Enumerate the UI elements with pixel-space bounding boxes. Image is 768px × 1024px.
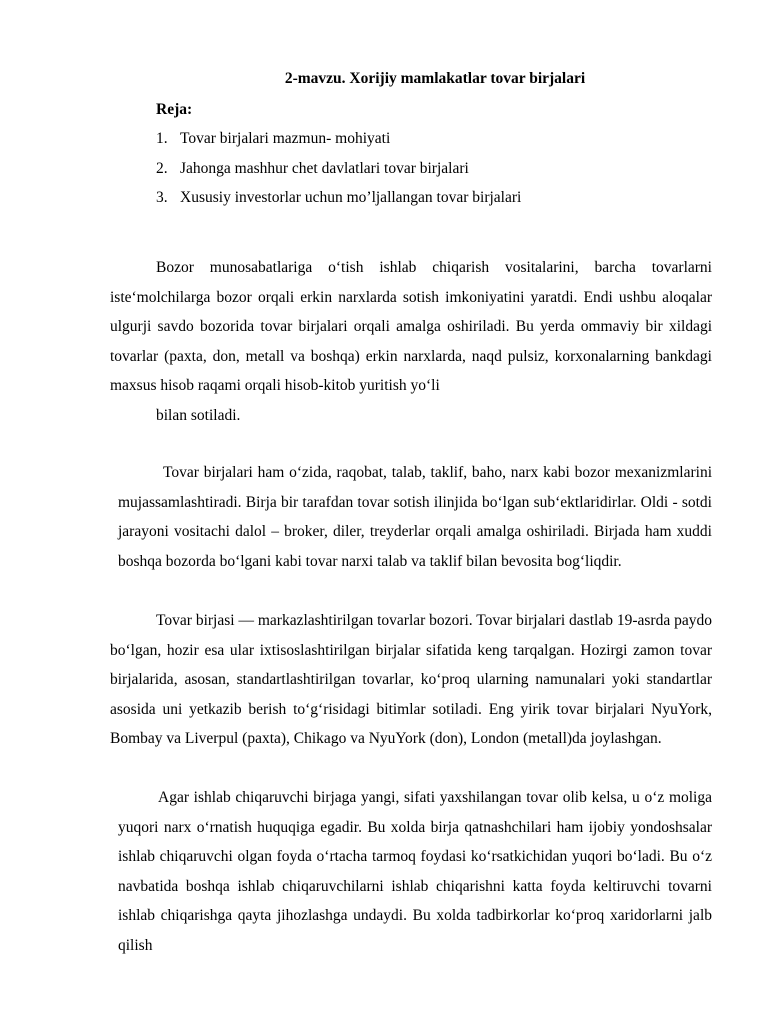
plan-item-number: 3. (156, 189, 168, 206)
plan-list (156, 128, 521, 217)
paragraph-3: Tovar birjasi — markazlashtirilgan tovarlar bozori. Tovar birjalari dastlab 19-asrda paydo bo‘lgan, hozir esa ular ixtisoslashtirilgan birjalar sifatida keng tarqalgan. Hozirgi zamon tovar birjalarida, asosan, standartlashtirilgan tovarlar, ko‘proq ularning namunalari yoki standartlar asosida uni yetkazib berish to‘g‘risidagi bitimlar sotiladi. Eng yirik tovar birjalari NyuYork, Bombay va Liverpul (paxta), Chikago va NyuYork (don), London (metall)da joylashgan. (110, 612, 712, 748)
plan-item (156, 128, 521, 158)
plan-item-number: 2. (156, 159, 168, 177)
plan-item (156, 187, 521, 217)
plan-item-number: 1. (156, 130, 168, 147)
plan-item-text: Tovar birjalari mazmun- mohiyati (180, 130, 391, 147)
plan-item-text: Jahonga mashhur chet davlatlari tovar birjalari (180, 159, 469, 177)
plan-item (156, 158, 521, 188)
document-title: 2-mavzu. Xorijiy mamlakatlar tovar birjalari (284, 70, 586, 87)
paragraph-text: Bozor munosabatlariga o‘tish ishlab chiqarish vositalarini, barcha tovarlarni iste‘molchilarga bozor orqali erkin narxlarda sotish imkoniyatini yaratdi. Endi ushbu aloqalar ulgurji savdo bozorida tovar birjalari orqali amalga oshiriladi. Bu yerda ommaviy bir xildagi tovarlar (paxta, don, metall va boshqa) erkin narxlarda, naqd pulsiz, korxonalarning bankdagi maxsus hisob raqami orqali hisob-kitob yuritish yo‘li (110, 259, 712, 395)
paragraph-4: Agar ishlab chiqaruvchi birjaga yangi, sifati yaxshilangan tovar olib kelsa, u o‘z moliga yuqori narx o‘rnatish huquqiga egadir. Bu xolda birja qatnashchilari ham ijobiy yondoshsalar ishlab chiqaruvchi olgan foyda o‘rtacha tarmoq foydasi ko‘rsatkichidan yuqori bo‘ladi. Bu o‘z navbatida boshqa ishlab chiqaruvchilarni ishlab chiqarishni katta foyda keltiruvchi tovarni ishlab chiqarishga qayta jihozlashga undaydi. Bu xolda tadbirkorlar ko‘proq xaridorlarni jalb qilish (118, 789, 712, 954)
plan-item-text: Xususiy investorlar uchun mo’ljallangan tovar birjalari (180, 189, 522, 206)
paragraph-1 (110, 253, 712, 431)
plan-heading: Reja: (156, 101, 193, 118)
paragraph-continuation: bilan sotiladi. (156, 406, 241, 424)
paragraph-2: Tovar birjalari ham o‘zida, raqobat, talab, taklif, baho, narx kabi bozor mexanizmlarini mujassamlashtiradi. Birja bir tarafdan tovar sotish ilinjida bo‘lgan sub‘ektlaridirlar. Oldi - sotdi jarayoni vositachi dalol – broker, diler, treyderlar orqali amalga oshiriladi. Birjada ham xuddi boshqa bozorda bo‘lgani kabi tovar narxi talab va taklif bilan bevosita bog‘liqdir. (118, 464, 712, 570)
